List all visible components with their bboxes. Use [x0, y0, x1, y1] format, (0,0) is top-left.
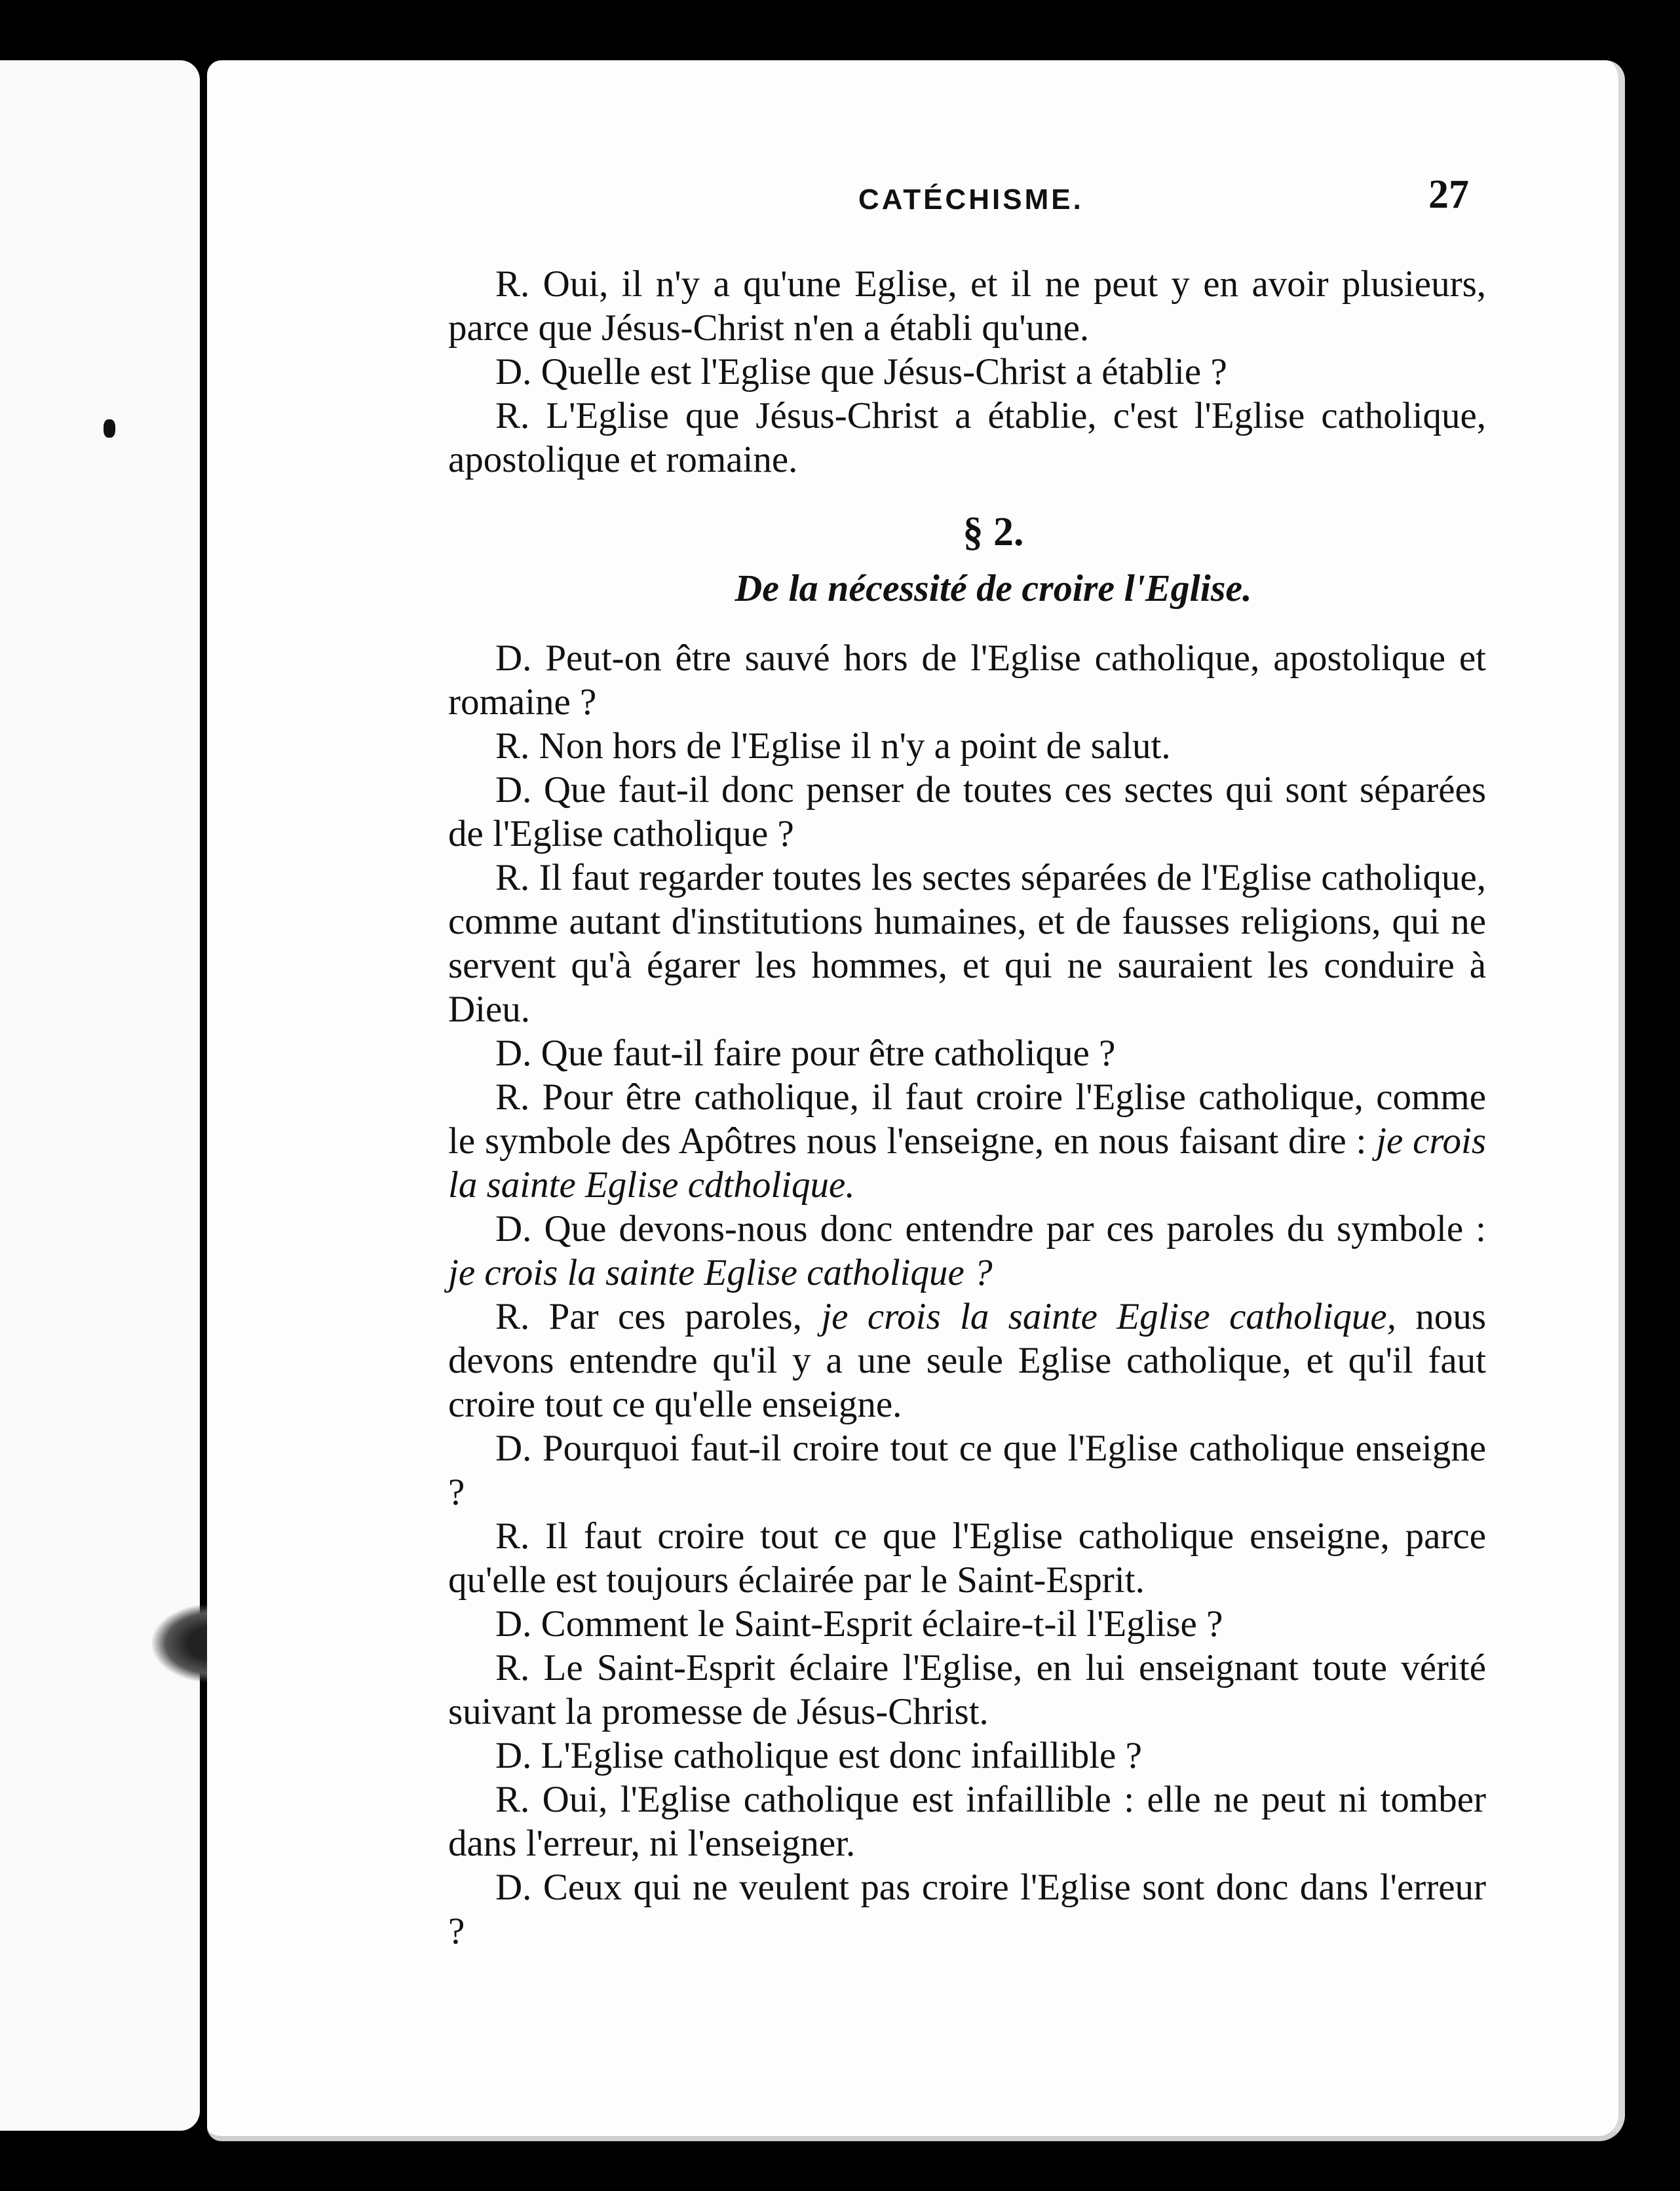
answer-paragraph [448, 1075, 1486, 1207]
paragraph-text: L'Eglise que Jésus-Christ a établie, c'est l'Eglise catholique, apostolique et romaine. [448, 395, 1486, 480]
paragraph-text: Non hors de l'Eglise il n'y a point de salut. [539, 725, 1171, 767]
paragraph-text: Comment le Saint-Esprit éclaire-t-il l'Eglise ? [541, 1603, 1223, 1645]
speaker-label: R. [495, 395, 530, 436]
answer-paragraph [448, 394, 1486, 482]
question-paragraph [448, 636, 1486, 724]
italic-quote: je crois la sainte Eglise catholique ? [448, 1252, 993, 1293]
question-paragraph [448, 1207, 1486, 1295]
paragraph-text: Ceux qui ne veulent pas croire l'Eglise sont donc dans l'erreur ? [448, 1867, 1486, 1952]
paragraph-text: Que devons-nous donc entendre par ces paroles du symbole : [544, 1208, 1486, 1249]
speaker-label: D. [495, 769, 532, 810]
speaker-label: R. [495, 1779, 530, 1820]
question-paragraph [448, 1734, 1486, 1778]
answer-paragraph [448, 856, 1486, 1031]
speaker-label: R. [495, 1296, 530, 1337]
speaker-label: R. [495, 725, 530, 767]
page-body [448, 262, 1486, 1953]
running-head: CATÉCHISME. [858, 183, 1084, 216]
answer-paragraph [448, 262, 1486, 350]
paragraph-text: Le Saint-Esprit éclaire l'Eglise, en lui enseignant toute vérité suivant la promesse de Jésus-Christ. [448, 1647, 1487, 1732]
speaker-label: R. [495, 857, 530, 898]
speaker-label: D. [495, 1735, 532, 1776]
paragraph-text: Pour être catholique, il faut croire l'Eglise catholique, comme le symbole des Apôtres nous l'enseigne, en nous faisant dire : [448, 1076, 1487, 1162]
paragraph-text: Quelle est l'Eglise que Jésus-Christ a établie ? [541, 351, 1227, 392]
paragraph-text: Peut-on être sauvé hors de l'Eglise catholique, apostolique et romaine ? [448, 638, 1487, 723]
question-paragraph [448, 1426, 1486, 1514]
question-paragraph [448, 350, 1486, 394]
speaker-label: D. [495, 1603, 532, 1645]
paragraph-text: Oui, l'Eglise catholique est infaillible : elle ne peut ni tomber dans l'erreur, ni l'enseigner. [448, 1779, 1486, 1864]
speaker-label: D. [495, 351, 532, 392]
paragraph-text: Que faut-il faire pour être catholique ? [541, 1033, 1116, 1074]
paragraph-text: Par ces paroles, [548, 1296, 802, 1337]
question-paragraph [448, 1602, 1486, 1646]
speaker-label: D. [495, 638, 532, 679]
paragraph-text-continued: nous devons entendre qu'il y a une seule Eglise catholique, et qu'il faut croire tout ce qu'elle enseigne. [448, 1296, 1486, 1425]
speaker-label: D. [495, 1208, 532, 1249]
question-paragraph [448, 768, 1486, 856]
question-paragraph [448, 1031, 1486, 1075]
paragraph-text: L'Eglise catholique est donc infaillible ? [541, 1735, 1142, 1776]
answer-paragraph [448, 724, 1486, 768]
speaker-label: R. [495, 1515, 530, 1557]
speaker-label: R. [495, 263, 530, 305]
page-number: 27 [1428, 172, 1469, 217]
speaker-label: D. [495, 1033, 532, 1074]
italic-quote: je crois la sainte Eglise cdtholique. [448, 1120, 1486, 1206]
answer-paragraph [448, 1646, 1486, 1734]
section-title: De la nécessité de croire l'Eglise. [735, 567, 1252, 609]
section-number: § 2. [963, 510, 1024, 554]
paragraph-text: Oui, il n'y a qu'une Eglise, et il ne peut y en avoir plusieurs, parce que Jésus-Christ n'en a établi qu'une. [448, 263, 1486, 349]
answer-paragraph [448, 1514, 1486, 1602]
question-paragraph [448, 1865, 1486, 1953]
speaker-label: R. [495, 1647, 530, 1688]
answer-paragraph [448, 1295, 1486, 1426]
speaker-label: R. [495, 1076, 530, 1118]
paragraph-text: Il faut regarder toutes les sectes séparées de l'Eglise catholique, comme autant d'institutions humaines, et de fausses religions, qui ne servent qu'à égarer les hommes, et qui ne sauraient les conduire à Dieu. [448, 857, 1487, 1030]
paragraph-text: Il faut croire tout ce que l'Eglise catholique enseigne, parce qu'elle est toujours éclairée par le Saint-Esprit. [448, 1515, 1487, 1601]
speaker-label: D. [495, 1428, 532, 1469]
paragraph-text: Pourquoi faut-il croire tout ce que l'Eglise catholique enseigne ? [448, 1428, 1486, 1513]
speaker-label: D. [495, 1867, 532, 1908]
margin-mark [104, 419, 115, 438]
paragraph-text: Que faut-il donc penser de toutes ces sectes qui sont séparées de l'Eglise catholique ? [448, 769, 1487, 854]
answer-paragraph [448, 1778, 1486, 1865]
facing-page-edge [0, 60, 200, 2131]
italic-quote: je crois la sainte Eglise catholique, [821, 1296, 1396, 1337]
